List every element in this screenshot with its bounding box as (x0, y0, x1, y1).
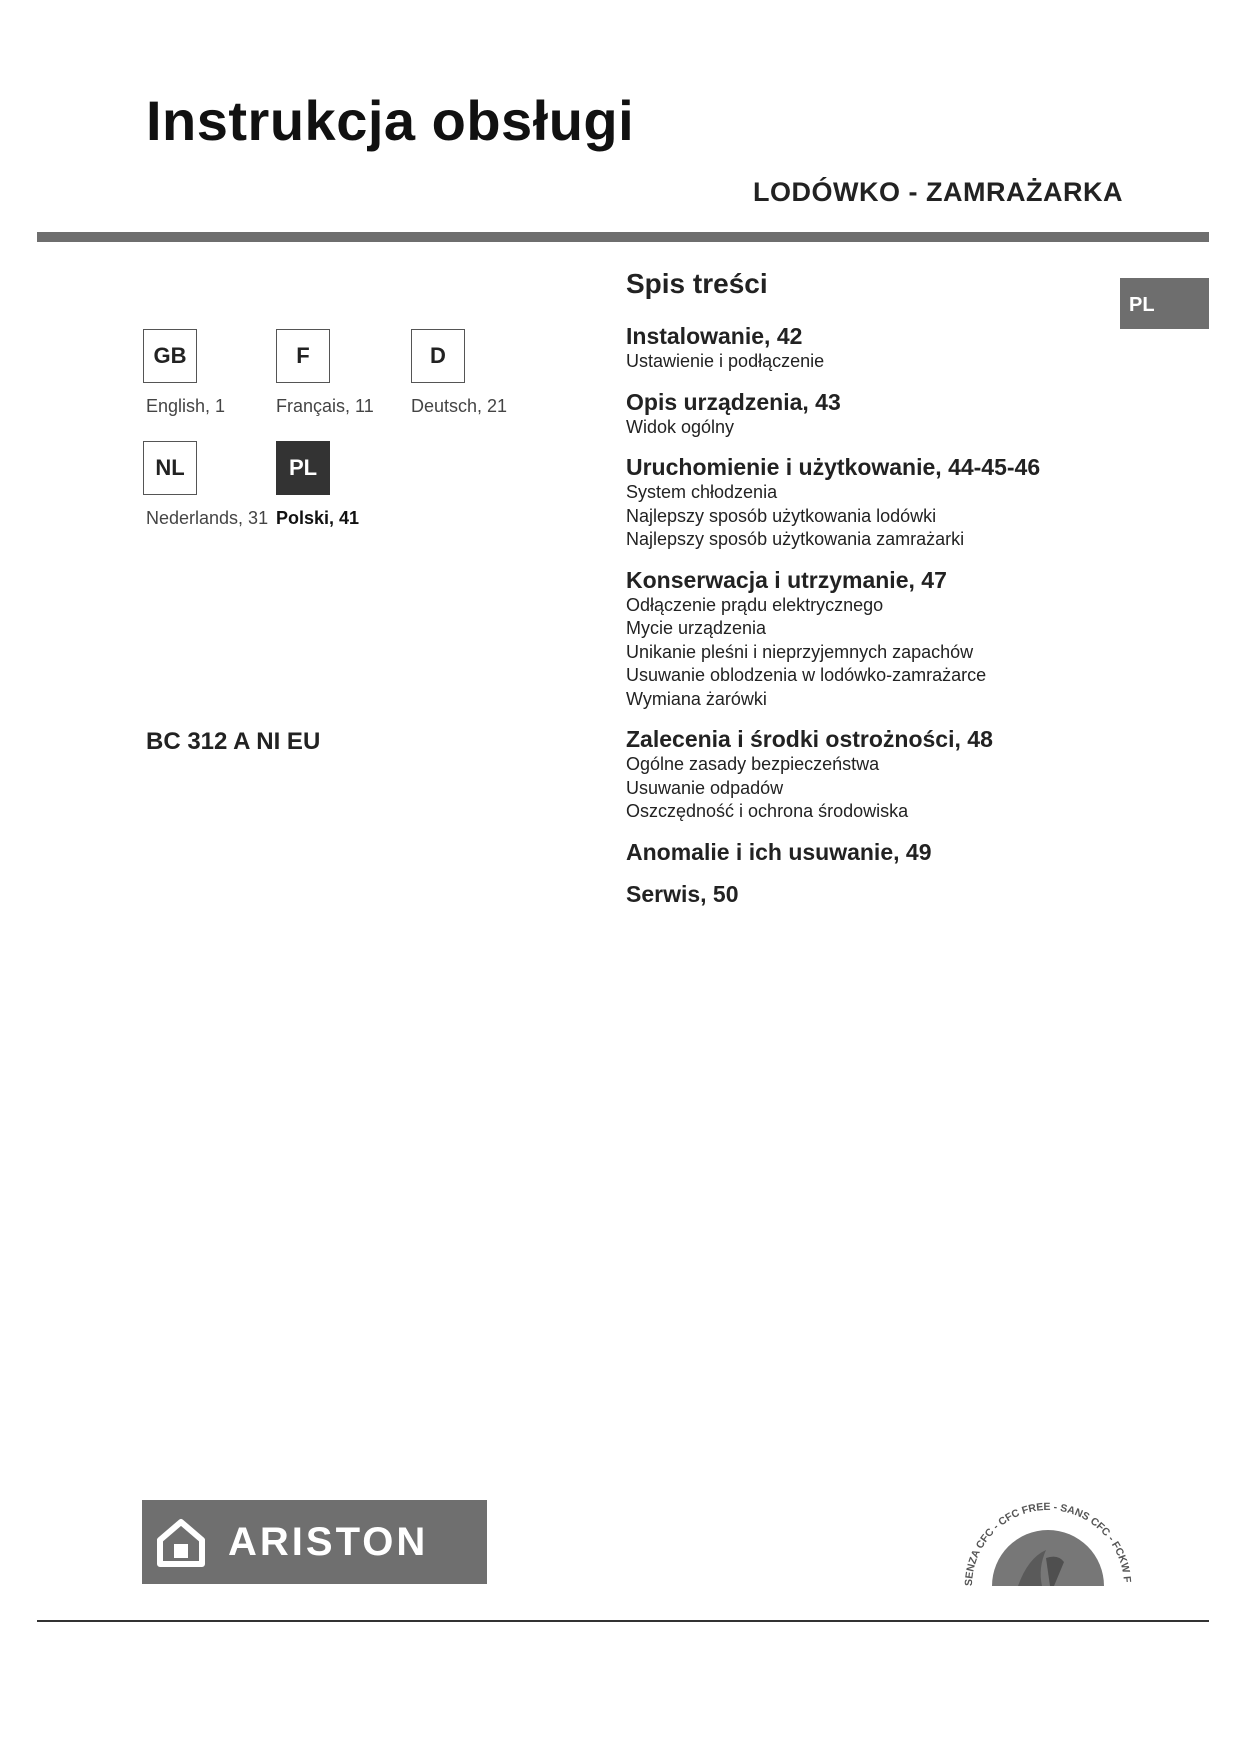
toc-section-service (626, 880, 1106, 908)
toc-item[interactable]: Najlepszy sposób użytkowania lodówki (626, 505, 937, 526)
lang-box-f[interactable]: F (276, 329, 330, 383)
lang-label-pl[interactable]: Polski, 41 (276, 508, 360, 528)
ariston-logo (142, 1500, 487, 1584)
toc-item[interactable]: Mycie urządzenia (626, 618, 767, 638)
toc-section-title[interactable]: Konserwacja i utrzymanie, 47 (626, 566, 947, 593)
logo-text: ARISTON (228, 1520, 429, 1564)
toc-section-description (626, 388, 1106, 440)
product-type-subtitle: LODÓWKO - ZAMRAŻARKA (753, 177, 1123, 207)
top-divider (37, 232, 1209, 242)
toc-section-title[interactable]: Uruchomienie i użytkowanie, 44-45-46 (626, 454, 1041, 480)
lang-label-d[interactable]: Deutsch, 21 (411, 396, 508, 416)
page-title: Instrukcja obsługi (146, 89, 635, 152)
toc-item[interactable]: Oszczędność i ochrona środowiska (626, 801, 909, 821)
house-icon (156, 1518, 206, 1568)
toc-section-title[interactable]: Serwis, 50 (626, 880, 739, 907)
toc-section-precautions (626, 725, 1106, 824)
lang-label-f[interactable]: Français, 11 (276, 396, 374, 416)
lang-label-nl[interactable]: Nederlands, 31 (146, 508, 269, 528)
toc-section-troubleshooting (626, 838, 1106, 866)
lang-box-gb[interactable]: GB (143, 329, 197, 383)
lang-box-nl[interactable]: NL (143, 441, 197, 495)
toc-item[interactable]: Widok ogólny (626, 416, 735, 437)
toc-heading: Spis treści (626, 268, 768, 299)
toc-item[interactable]: Usuwanie odpadów (626, 777, 784, 798)
toc-item[interactable]: Wymiana żarówki (626, 688, 767, 709)
toc-item[interactable]: System chłodzenia (626, 482, 778, 502)
toc-section-title[interactable]: Instalowanie, 42 (626, 323, 803, 349)
lang-box-pl[interactable]: PL (276, 441, 330, 495)
toc-item[interactable]: Ustawienie i podłączenie (626, 351, 825, 371)
toc-section-maintenance (626, 566, 1106, 712)
model-number: BC 312 A NI EU (146, 728, 321, 755)
lang-box-d[interactable]: D (411, 329, 465, 383)
toc-section-title[interactable]: Zalecenia i środki ostrożności, 48 (626, 726, 993, 752)
toc-section-installation (626, 322, 1106, 374)
toc-item[interactable]: Ogólne zasady bezpieczeństwa (626, 754, 880, 774)
cfc-free-badge (958, 1488, 1138, 1603)
badge-text: SENZA CFC - CFC FREE - SANS CFC - FCKW F (962, 1500, 1133, 1587)
language-tab-pl: PL (1120, 278, 1209, 329)
toc-item[interactable]: Odłączenie prądu elektrycznego (626, 594, 884, 615)
tree-icon (958, 1488, 1138, 1598)
toc-item[interactable]: Unikanie pleśni i nieprzyjemnych zapachów (626, 641, 974, 662)
toc-section-title[interactable]: Anomalie i ich usuwanie, 49 (626, 838, 932, 865)
toc-section-start-use (626, 453, 1106, 552)
table-of-contents (626, 322, 1106, 922)
toc-item[interactable]: Usuwanie oblodzenia w lodówko-zamrażarce (626, 665, 987, 685)
lang-label-gb[interactable]: English, 1 (146, 396, 226, 416)
bottom-divider (37, 1620, 1209, 1622)
toc-section-title[interactable]: Opis urządzenia, 43 (626, 388, 841, 415)
toc-item[interactable]: Najlepszy sposób użytkowania zamrażarki (626, 529, 965, 549)
